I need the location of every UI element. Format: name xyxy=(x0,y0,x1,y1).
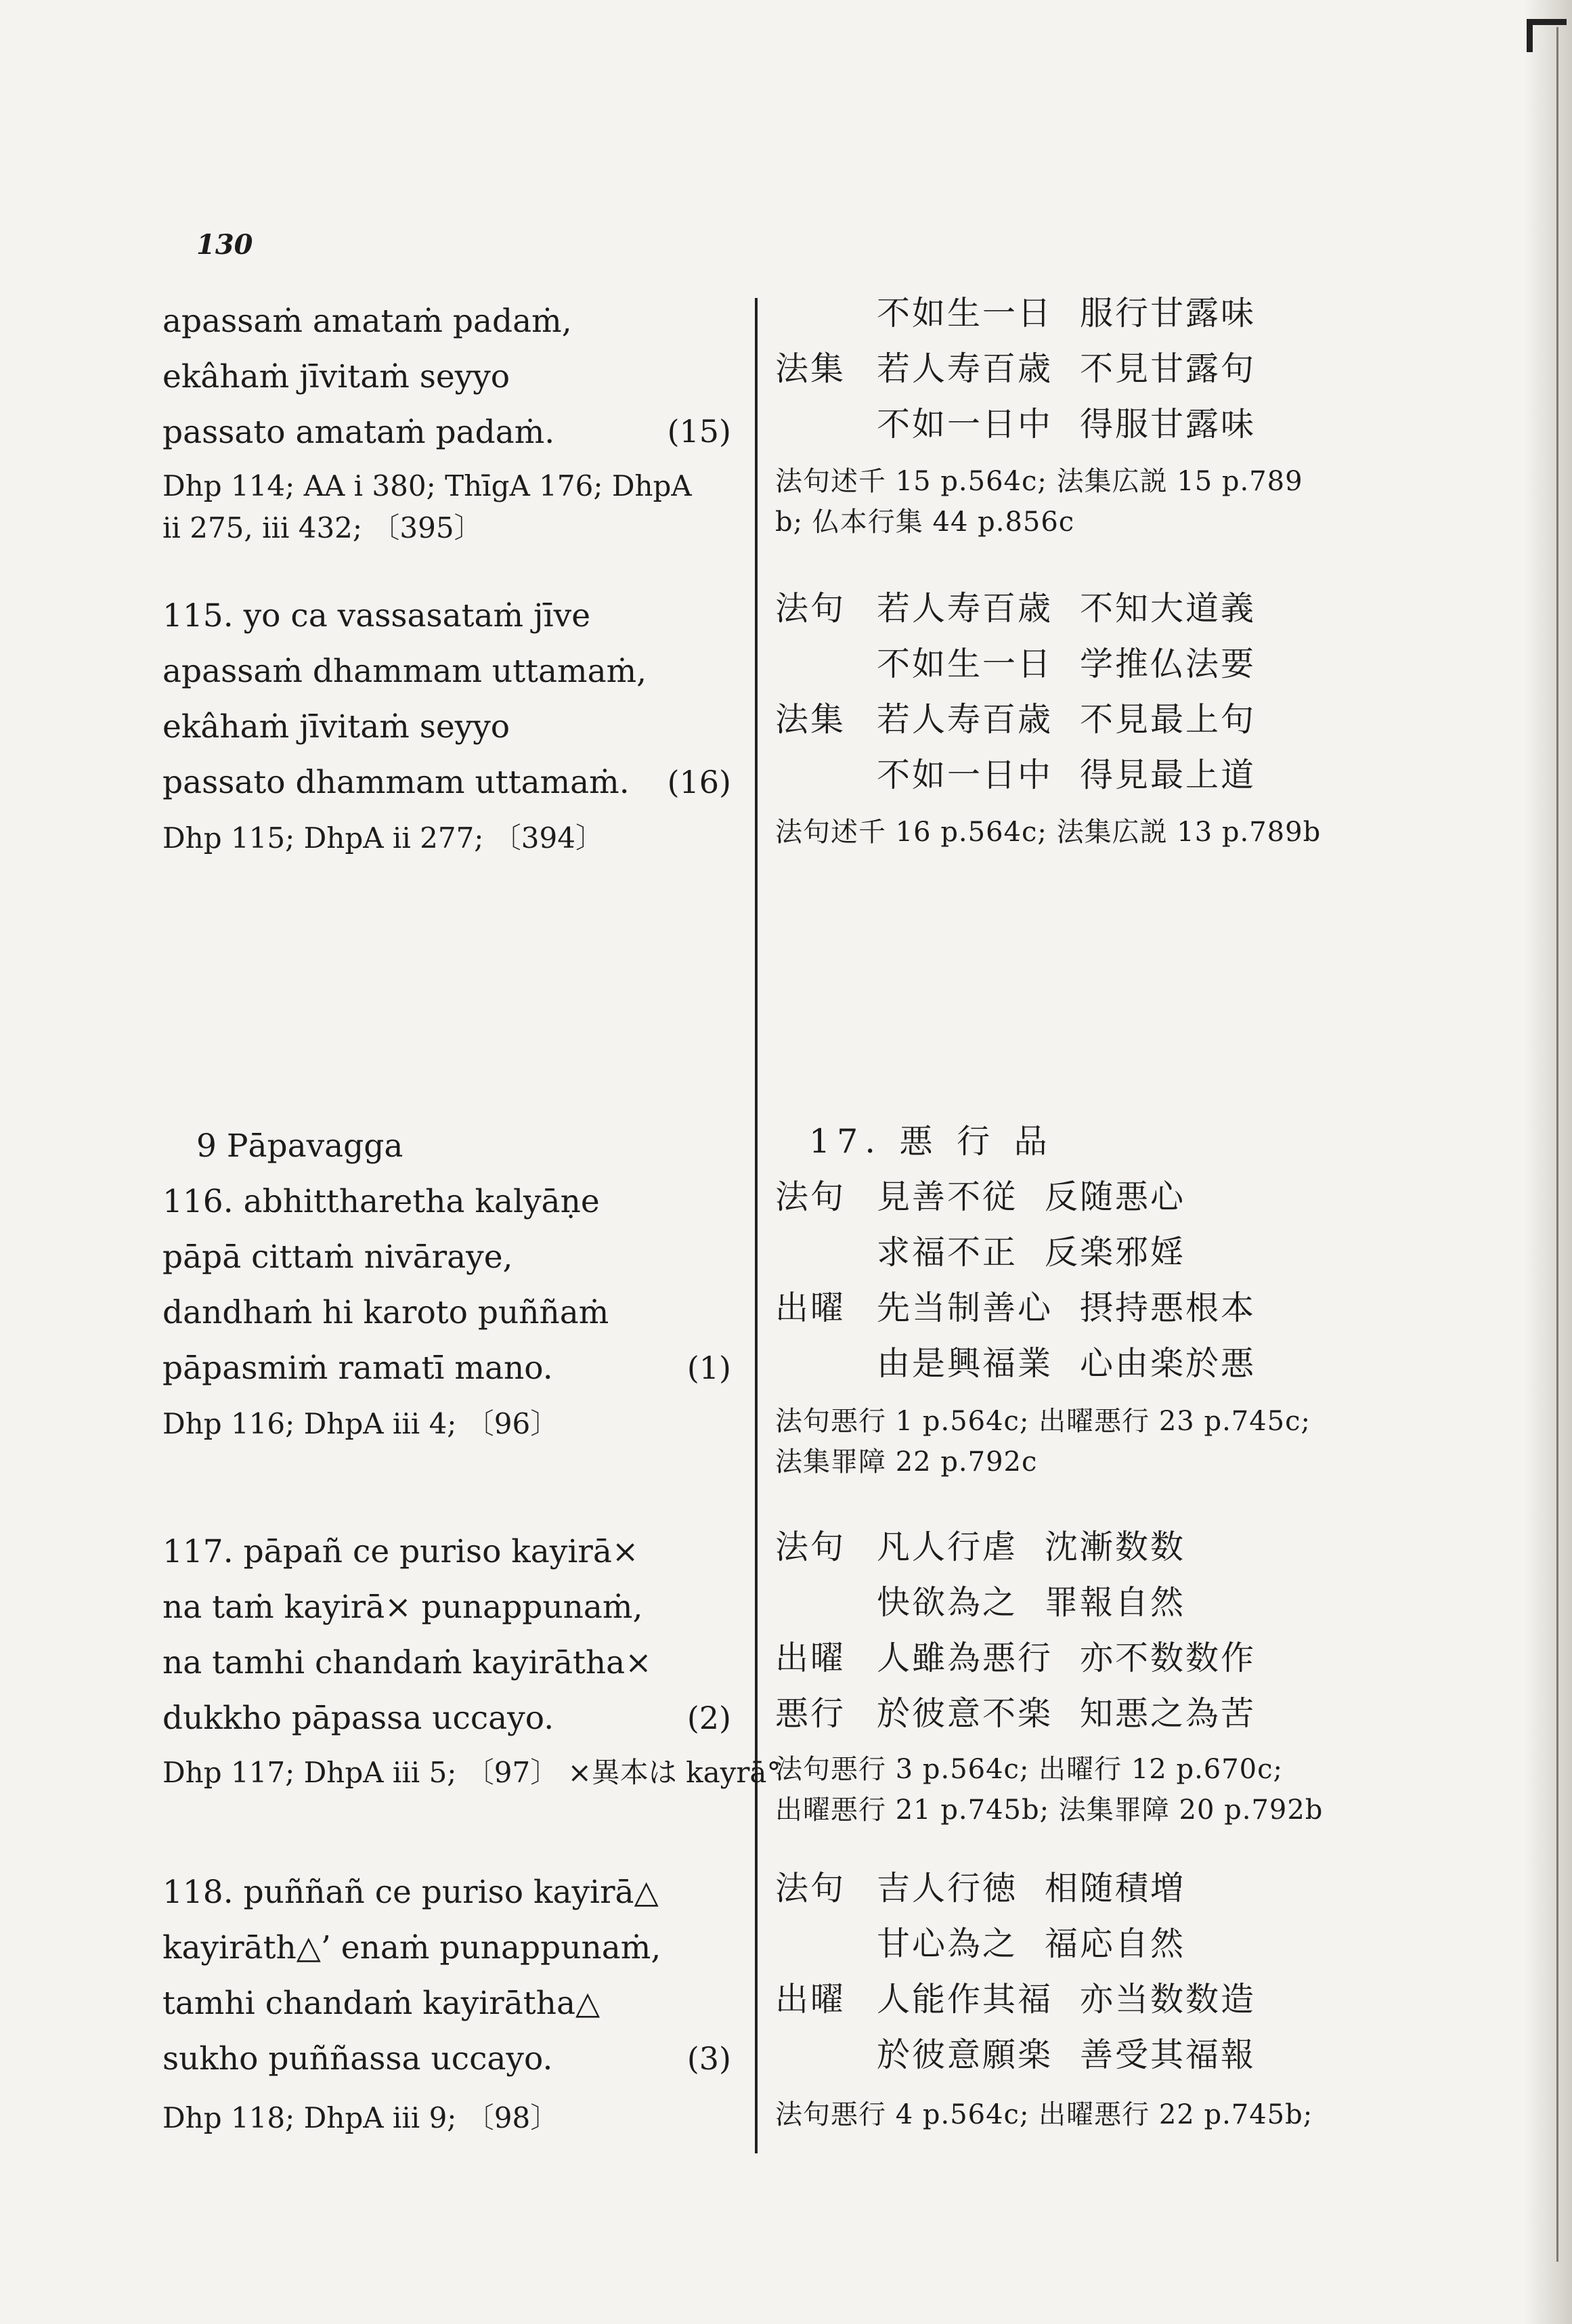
source-label: 法句 xyxy=(775,1869,846,1908)
verse-half: 不如一日中 xyxy=(877,405,1053,444)
verse-half: 亦当数数造 xyxy=(1080,1980,1257,2019)
pali-line: dandhaṁ hi karoto puññaṁ xyxy=(162,1294,609,1331)
chinese-verse-row xyxy=(775,1176,1185,1218)
pali-line: dukkho pāpassa uccayo. xyxy=(162,1700,554,1737)
verse-half: 福応自然 xyxy=(1045,1924,1186,1963)
section-title: 17. 悪 行 品 xyxy=(809,1122,1054,1161)
verse-half: 反楽邪婬 xyxy=(1045,1233,1186,1272)
reference-line: 出曜悪行 21 p.745b; 法集罪障 20 p.792b xyxy=(775,1794,1324,1826)
verse-half: 不如一日中 xyxy=(877,756,1053,794)
verse-half: 不如生一日 xyxy=(877,645,1053,683)
reference-line: ii 275, iii 432; 〔395〕 xyxy=(162,511,483,544)
verse-half: 若人寿百歳 xyxy=(877,349,1053,388)
verse-number: (3) xyxy=(686,2040,731,2077)
chinese-verse-row xyxy=(775,1637,1256,1679)
reference-line: b; 仏本行集 44 p.856c xyxy=(775,507,1075,538)
verse-half: 於彼意不楽 xyxy=(877,1694,1053,1733)
chinese-verse-row xyxy=(775,699,1256,741)
verse-half: 学推仏法要 xyxy=(1080,645,1257,683)
chinese-verse-row xyxy=(775,1923,1185,1965)
pali-line: 115. yo ca vassasataṁ jīve xyxy=(162,597,591,634)
pali-line: 116. abhittharetha kalyāṇe xyxy=(162,1183,600,1220)
section-title: 9 Pāpavagga xyxy=(196,1127,403,1165)
verse-half: 不見甘露句 xyxy=(1080,349,1257,388)
chinese-verse-row xyxy=(775,754,1256,796)
chinese-verse-row xyxy=(775,1232,1185,1274)
chinese-verse-row xyxy=(775,588,1256,630)
chinese-verse-row xyxy=(775,404,1256,446)
verse-half: 得服甘露味 xyxy=(1080,405,1257,444)
source-label: 法集 xyxy=(775,349,846,388)
verse-half: 人能作其福 xyxy=(877,1980,1053,2019)
column-divider xyxy=(755,298,758,2153)
verse-half: 於彼意願楽 xyxy=(877,2036,1053,2074)
reference-line: Dhp 115; DhpA ii 277; 〔394〕 xyxy=(162,821,604,855)
source-label: 悪行 xyxy=(775,1694,846,1733)
verse-half: 反随悪心 xyxy=(1045,1178,1186,1216)
reference-line: 法句悪行 3 p.564c; 出曜行 12 p.670c; xyxy=(775,1754,1284,1785)
reference-line: Dhp 116; DhpA iii 4; 〔96〕 xyxy=(162,1407,559,1440)
pali-line: kayirāth△’ enaṁ punappunaṁ, xyxy=(162,1929,661,1966)
chinese-verse-row xyxy=(775,643,1256,685)
verse-half: 不見最上句 xyxy=(1080,700,1257,739)
pali-line: passato dhammam uttamaṁ. xyxy=(162,764,630,801)
verse-half: 亦不数数作 xyxy=(1080,1639,1257,1677)
reference-line: 法句述千 16 p.564c; 法集広説 13 p.789b xyxy=(775,817,1322,848)
source-label: 出曜 xyxy=(775,1980,846,2019)
pali-line: na tamhi chandaṁ kayirātha× xyxy=(162,1644,652,1681)
chinese-verse-row xyxy=(775,293,1256,335)
reference-line: Dhp 118; DhpA iii 9; 〔98〕 xyxy=(162,2101,559,2134)
verse-half: 善受其福報 xyxy=(1080,2036,1257,2074)
verse-half: 得見最上道 xyxy=(1080,756,1257,794)
chinese-verse-row xyxy=(775,1343,1256,1385)
pali-line: pāpā cittaṁ nivāraye, xyxy=(162,1239,513,1276)
verse-half: 快欲為之 xyxy=(877,1583,1018,1622)
verse-half: 不知大道義 xyxy=(1080,589,1257,628)
source-label: 法句 xyxy=(775,589,846,628)
chinese-verse-row xyxy=(775,2034,1256,2076)
verse-number: (16) xyxy=(667,764,731,800)
chinese-verse-row xyxy=(775,1287,1256,1329)
verse-number: (15) xyxy=(667,413,731,450)
verse-half: 吉人行徳 xyxy=(877,1869,1018,1908)
pali-line: ekâhaṁ jīvitaṁ seyyo xyxy=(162,708,510,746)
pali-line: passato amataṁ padaṁ. xyxy=(162,414,555,451)
verse-number: (2) xyxy=(686,1700,731,1736)
pali-line: tamhi chandaṁ kayirātha△ xyxy=(162,1985,601,2022)
chinese-verse-row xyxy=(775,1526,1185,1568)
chinese-verse-row xyxy=(775,1979,1256,2021)
pali-line: sukho puññassa uccayo. xyxy=(162,2040,553,2078)
reference-line: 法集罪障 22 p.792c xyxy=(775,1446,1038,1478)
verse-half: 求福不正 xyxy=(877,1233,1018,1272)
binding-line xyxy=(1556,27,1558,2262)
pali-line: 117. pāpañ ce puriso kayirā× xyxy=(162,1533,639,1570)
source-label: 法集 xyxy=(775,700,846,739)
source-label: 出曜 xyxy=(775,1289,846,1327)
reference-line: 法句悪行 4 p.564c; 出曜悪行 22 p.745b; xyxy=(775,2099,1313,2130)
verse-half: 罪報自然 xyxy=(1045,1583,1186,1622)
chinese-verse-row xyxy=(775,1693,1256,1735)
verse-number: (1) xyxy=(686,1350,731,1386)
verse-half: 沈漸数数 xyxy=(1045,1528,1186,1566)
page-number: 130 xyxy=(196,229,253,261)
verse-half: 不如生一日 xyxy=(877,294,1053,332)
verse-half: 人雖為悪行 xyxy=(877,1639,1053,1677)
reference-line: Dhp 117; DhpA iii 5; 〔97〕 ×異本は kayrā° xyxy=(162,1756,781,1789)
pali-line: na taṁ kayirā× punappunaṁ, xyxy=(162,1589,643,1626)
source-label: 法句 xyxy=(775,1178,846,1216)
verse-half: 見善不従 xyxy=(877,1178,1018,1216)
verse-half: 知悪之為苦 xyxy=(1080,1694,1257,1733)
pali-line: apassaṁ dhammam uttamaṁ, xyxy=(162,653,647,690)
pali-line: ekâhaṁ jīvitaṁ seyyo xyxy=(162,358,510,395)
reference-line: 法句悪行 1 p.564c; 出曜悪行 23 p.745c; xyxy=(775,1406,1311,1437)
pali-line: 118. puññañ ce puriso kayirā△ xyxy=(162,1874,659,1911)
verse-half: 服行甘露味 xyxy=(1080,294,1257,332)
verse-half: 若人寿百歳 xyxy=(877,589,1053,628)
source-label: 法句 xyxy=(775,1528,846,1566)
verse-half: 凡人行虐 xyxy=(877,1528,1018,1566)
verse-half: 若人寿百歳 xyxy=(877,700,1053,739)
page-edge-shadow xyxy=(1525,0,1572,2324)
reference-line: 法句述千 15 p.564c; 法集広説 15 p.789 xyxy=(775,466,1303,497)
verse-half: 心由楽於悪 xyxy=(1080,1344,1257,1383)
chinese-verse-row xyxy=(775,1582,1185,1624)
binding-mark xyxy=(1527,19,1567,52)
pali-line: apassaṁ amataṁ padaṁ, xyxy=(162,303,572,340)
verse-half: 相随積増 xyxy=(1045,1869,1186,1908)
verse-half: 由是興福業 xyxy=(877,1344,1053,1383)
verse-half: 先当制善心 xyxy=(877,1289,1053,1327)
chinese-verse-row xyxy=(775,1868,1185,1910)
pali-line: pāpasmiṁ ramatī mano. xyxy=(162,1350,553,1387)
reference-line: Dhp 114; AA i 380; ThīgA 176; DhpA xyxy=(162,469,692,502)
verse-half: 摂持悪根本 xyxy=(1080,1289,1257,1327)
source-label: 出曜 xyxy=(775,1639,846,1677)
chinese-verse-row xyxy=(775,348,1256,390)
verse-half: 甘心為之 xyxy=(877,1924,1018,1963)
